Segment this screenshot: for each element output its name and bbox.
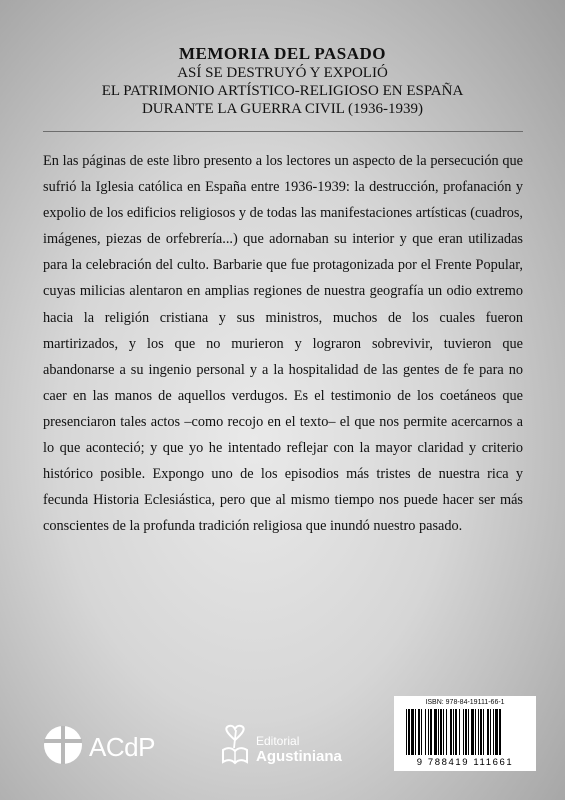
heart-book-icon	[220, 724, 250, 773]
editorial-name: Agustiniana	[256, 747, 342, 765]
acdp-cross-circle-icon	[43, 725, 83, 770]
isbn-label: ISBN: 978-84-19111-66-1	[425, 699, 505, 706]
acdp-logo-text: ACdP	[89, 731, 155, 762]
barcode-digits: 9 788419 111661	[416, 757, 514, 768]
acdp-logo	[43, 725, 155, 769]
barcode-icon	[398, 709, 532, 757]
back-cover-description: En las páginas de este libro presento a los lectores un aspecto de la persecución que sufrió la Iglesia católica en España entre 1936-1939: la destrucción, profanación y expolio de los edificios religiosos y de todas las manifestaciones artísticas (cuadros, imágenes, piezas de orfebrería...) que adornaban su interior y que eran utilizadas para la celebración del culto. Barbarie que fue protagonizada por el Frente Popular, cuyas milicias alentaron en amplias regiones de nuestra geografía un odio extremo hacia la religión cristiana y sus ministros, muchos de los cuales fueron martirizados, y los que no murieron y lograron sobrevivir, tuvieron que abandonarse a su ingenio personal y a la hospitalidad de las gentes de fe para no caer en las manos de aquellos verdugos. Es el testimonio de los coetáneos que presenciaron tales actos –como recojo en el texto– el que nos permite acercarnos a lo que aconteció; y que yo he intentado reflejar con la mayor claridad y criterio histórico posible. Expongo uno de los episodios más tristes de nuestra rica y fecunda Historia Eclesiástica, pero que al mismo tiempo nos puede hacer ser más conscientes de la profunda tradición religiosa que inundó nuestro pasado.	[43, 153, 523, 535]
title-block	[0, 44, 565, 118]
subtitle-line-1: ASÍ SE DESTRUYÓ Y EXPOLIÓ	[177, 65, 388, 81]
title-divider	[43, 131, 523, 132]
isbn-barcode	[394, 696, 536, 771]
subtitle-line-2: EL PATRIMONIO ARTÍSTICO-RELIGIOSO EN ESPAÑA	[101, 83, 464, 99]
subtitle-line-3: DURANTE LA GUERRA CIVIL (1936-1939)	[141, 101, 424, 117]
editorial-agustiniana-logo	[220, 724, 342, 773]
book-title: MEMORIA DEL PASADO	[178, 44, 387, 63]
editorial-label: Editorial	[256, 733, 300, 748]
